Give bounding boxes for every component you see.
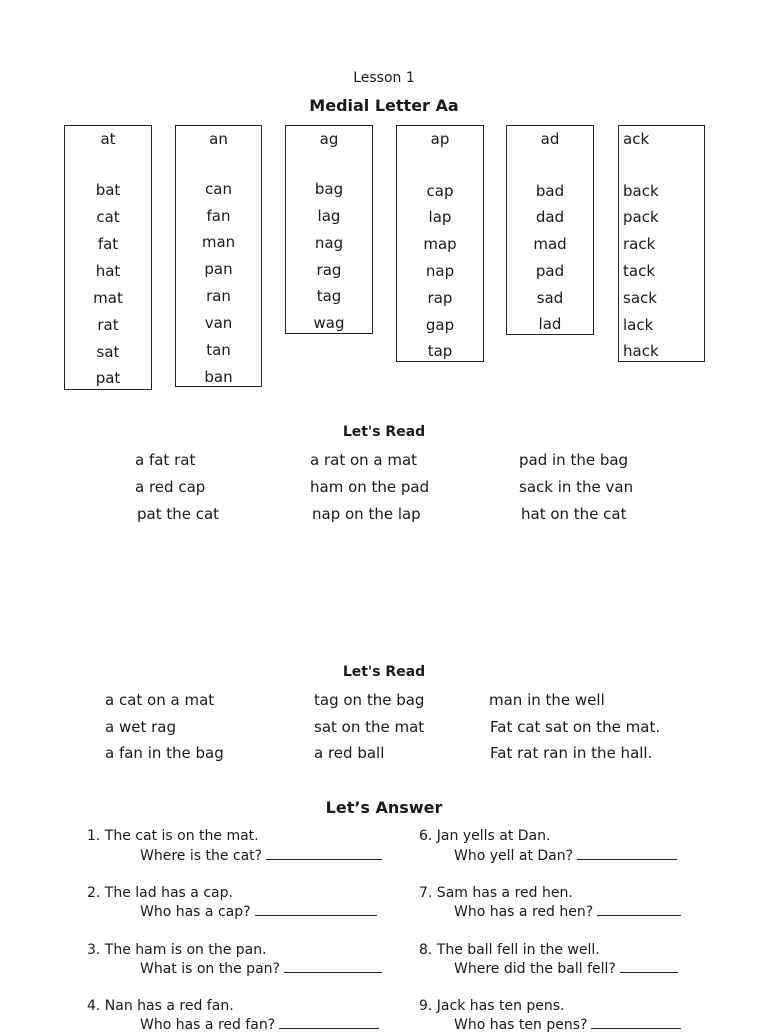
word: fat <box>97 235 119 253</box>
section-heading-answer: Let’s Answer <box>325 798 443 817</box>
page-title: Medial Letter Aa <box>309 96 459 115</box>
phrase: a red ball <box>314 744 385 762</box>
word-family-box-ack <box>618 125 705 362</box>
word: lag <box>317 207 341 225</box>
question: 4. Nan has a red fan. <box>87 998 234 1014</box>
question-prompt: What is on the pan? <box>140 960 382 977</box>
word-family-header: ag <box>319 130 339 148</box>
word: gap <box>425 316 455 334</box>
word: pan <box>204 260 233 278</box>
word: rag <box>316 261 342 279</box>
phrase: sat on the mat <box>314 718 425 736</box>
phrase: pat the cat <box>137 505 220 523</box>
section-heading-read-1: Let's Read <box>342 424 426 440</box>
word-family-box-ap <box>396 125 484 362</box>
word-family-box-ad <box>506 125 594 335</box>
question: 7. Sam has a red hen. <box>419 885 573 901</box>
answer-blank[interactable] <box>284 960 382 973</box>
word: hat <box>95 262 121 280</box>
word: sad <box>536 289 564 307</box>
phrase: nap on the lap <box>312 505 421 523</box>
word: tack <box>623 262 656 280</box>
word: van <box>204 314 233 332</box>
phrase: Fat rat ran in the hall. <box>490 744 653 762</box>
word: bad <box>535 182 565 200</box>
question-prompt: Where is the cat? <box>140 847 382 864</box>
word: mad <box>533 235 567 253</box>
word: hack <box>623 342 659 360</box>
answer-blank[interactable] <box>591 1016 681 1029</box>
word: cat <box>96 208 120 226</box>
phrase: a fan in the bag <box>105 744 224 762</box>
word: nap <box>425 262 455 280</box>
word: nag <box>314 234 344 252</box>
word-family-box-at <box>64 125 152 390</box>
word: sack <box>623 289 657 307</box>
word: rack <box>623 235 656 253</box>
phrase: a rat on a mat <box>310 451 418 469</box>
question-prompt: Who yell at Dan? <box>454 847 677 864</box>
word: dad <box>535 208 565 226</box>
word-family-header: ap <box>430 130 450 148</box>
word-family-header: ack <box>623 130 650 148</box>
word: lack <box>623 316 654 334</box>
word-family-header: ad <box>540 130 560 148</box>
answer-blank[interactable] <box>279 1016 379 1029</box>
phrase: ham on the pad <box>310 478 430 496</box>
word: pad <box>535 262 565 280</box>
phrase: a fat rat <box>135 451 196 469</box>
question-prompt: Who has ten pens? <box>454 1016 681 1033</box>
word: tap <box>427 342 453 360</box>
word-family-box-ag <box>285 125 373 334</box>
word: rap <box>427 289 453 307</box>
phrase: sack in the van <box>519 478 634 496</box>
word: ban <box>204 368 233 386</box>
answer-blank[interactable] <box>255 903 377 916</box>
phrase: hat on the cat <box>521 505 627 523</box>
question-prompt: Who has a red fan? <box>140 1016 379 1033</box>
word: fan <box>206 207 231 225</box>
phrase: a red cap <box>135 478 206 496</box>
word: back <box>623 182 659 200</box>
section-heading-read-2: Let's Read <box>342 664 426 680</box>
phrase: a cat on a mat <box>105 691 215 709</box>
word: map <box>423 235 457 253</box>
word: pack <box>623 208 659 226</box>
phrase: Fat cat sat on the mat. <box>490 718 661 736</box>
word: tan <box>206 341 231 359</box>
answer-blank[interactable] <box>266 847 382 860</box>
word: bag <box>314 180 344 198</box>
answer-blank[interactable] <box>597 903 681 916</box>
word: ran <box>206 287 231 305</box>
word: bat <box>95 181 121 199</box>
word: lad <box>538 315 562 333</box>
question: 8. The ball fell in the well. <box>419 942 600 958</box>
word: tag <box>316 287 342 305</box>
answer-blank[interactable] <box>620 960 678 973</box>
phrase: pad in the bag <box>519 451 629 469</box>
word-family-header: at <box>100 130 116 148</box>
word: rat <box>97 316 119 334</box>
word: mat <box>93 289 123 307</box>
question-prompt: Who has a red hen? <box>454 903 681 920</box>
question-prompt: Who has a cap? <box>140 903 377 920</box>
answer-blank[interactable] <box>577 847 677 860</box>
question: 9. Jack has ten pens. <box>419 998 565 1014</box>
word: wag <box>313 314 345 332</box>
phrase: tag on the bag <box>314 691 425 709</box>
phrase: man in the well <box>489 691 605 709</box>
question-prompt: Where did the ball fell? <box>454 960 678 977</box>
question: 3. The ham is on the pan. <box>87 942 267 958</box>
word: pat <box>95 369 121 387</box>
lesson-label: Lesson 1 <box>353 70 415 86</box>
word: cap <box>426 182 454 200</box>
phrase: a wet rag <box>105 718 176 736</box>
question: 2. The lad has a cap. <box>87 885 233 901</box>
question: 6. Jan yells at Dan. <box>419 828 551 844</box>
word: sat <box>96 343 120 361</box>
word: can <box>205 180 232 198</box>
question: 1. The cat is on the mat. <box>87 828 259 844</box>
word-family-header: an <box>209 130 228 148</box>
word-family-box-an <box>175 125 262 387</box>
word: man <box>201 233 236 251</box>
word: lap <box>428 208 452 226</box>
